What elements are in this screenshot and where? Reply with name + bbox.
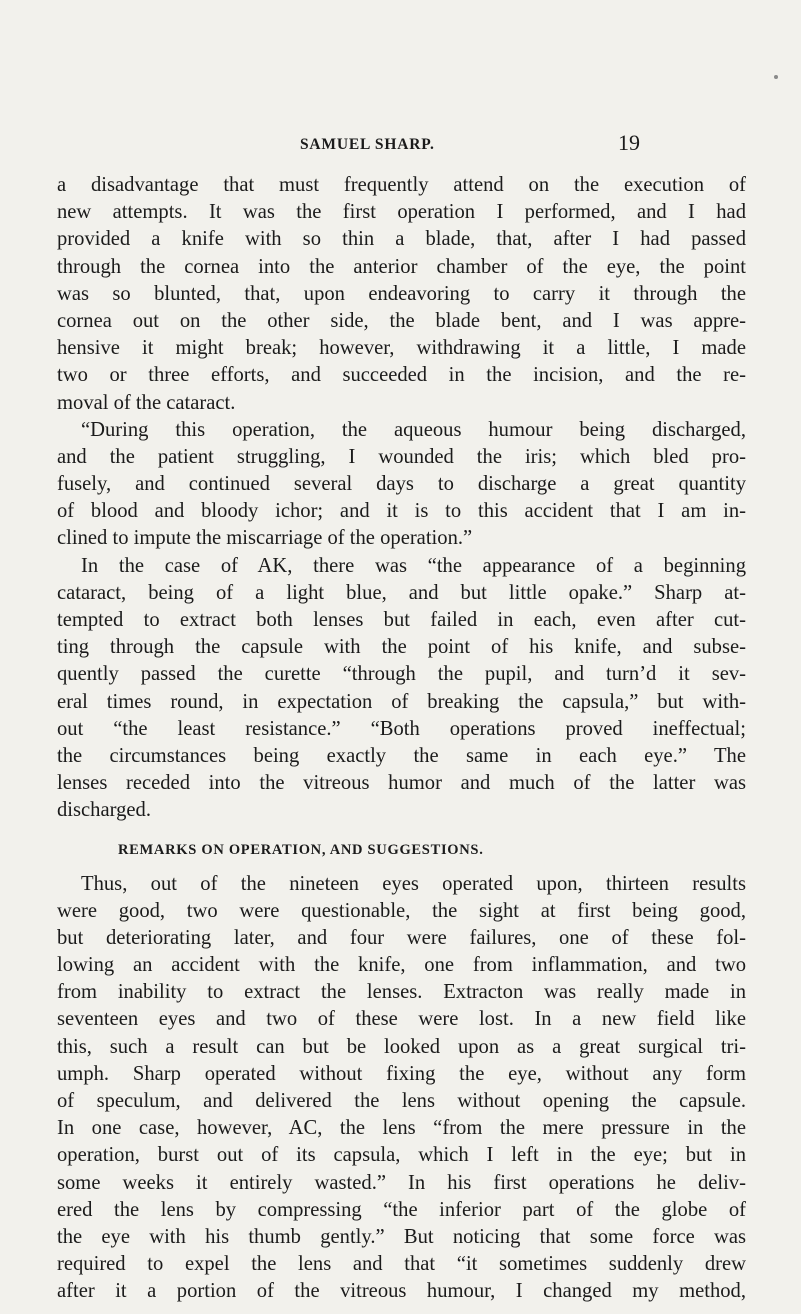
- text-line: ered the lens by compressing “the inferior part of the globe of: [57, 1198, 746, 1221]
- text-line: Thus, out of the nineteen eyes operated upon, thirteen results: [81, 872, 746, 895]
- text-line: and the patient struggling, I wounded the iris; which bled pro-: [57, 445, 746, 468]
- text-line: operation, burst out of its capsula, which I left in the eye; but in: [57, 1144, 746, 1167]
- text-line: from inability to extract the lenses. Extracton was really made in: [57, 981, 746, 1004]
- text-line: through the cornea into the anterior chamber of the eye, the point: [57, 255, 746, 278]
- text-line: the eye with his thumb gently.” But noticing that some force was: [57, 1225, 746, 1248]
- text-line: a disadvantage that must frequently attend on the execution of: [57, 174, 746, 196]
- paper-speck: [774, 75, 778, 79]
- text-line: lowing an accident with the knife, one from inflammation, and two: [57, 954, 746, 977]
- text-line: seventeen eyes and two of these were lost. In a new field like: [57, 1008, 746, 1031]
- text-line: discharged.: [57, 799, 151, 822]
- text-line: two or three efforts, and succeeded in the incision, and the re-: [57, 364, 746, 387]
- text-line: fusely, and continued several days to discharge a great quantity: [57, 473, 746, 496]
- text-line: “During this operation, the aqueous humour being discharged,: [81, 418, 746, 441]
- text-line: clined to impute the miscarriage of the operation.”: [57, 527, 473, 550]
- text-line: tempted to extract both lenses but failed in each, even after cut-: [57, 609, 746, 631]
- text-line: eral times round, in expectation of breaking the capsula,” but with-: [57, 690, 746, 713]
- paragraph-remarks: [57, 871, 746, 1306]
- text-line: the circumstances being exactly the same in each eye.” The: [57, 744, 746, 767]
- text-line: quently passed the curette “through the pupil, and turn’d it sev-: [57, 663, 746, 686]
- section-heading: REMARKS ON OPERATION, AND SUGGESTIONS.: [118, 841, 484, 858]
- paragraph-continuation: [57, 172, 746, 417]
- text-line: hensive it might break; however, withdrawing it a little, I made: [57, 337, 746, 360]
- text-line: umph. Sharp operated without fixing the eye, without any form: [57, 1062, 746, 1085]
- paragraph-case-ak: [57, 553, 746, 825]
- text-line: some weeks it entirely wasted.” In his first operations he deliv-: [57, 1171, 746, 1194]
- text-line: required to expel the lens and that “it sometimes suddenly drew: [57, 1253, 746, 1276]
- text-line: was so blunted, that, upon endeavoring to carry it through the: [57, 282, 746, 305]
- text-line: after it a portion of the vitreous humour, I changed my method,: [57, 1280, 746, 1303]
- text-line: this, such a result can but be looked upon as a great surgical tri-: [57, 1035, 746, 1058]
- text-line: moval of the cataract.: [57, 391, 236, 414]
- paragraph-quotation: [57, 417, 746, 553]
- running-title: SAMUEL SHARP.: [300, 136, 435, 153]
- text-line: out “the least resistance.” “Both operations proved ineffectual;: [57, 717, 746, 740]
- text-line: In one case, however, AC, the lens “from the mere pressure in the: [57, 1117, 746, 1140]
- text-line: of speculum, and delivered the lens without opening the capsule.: [57, 1090, 746, 1112]
- text-line: provided a knife with so thin a blade, that, after I had passed: [57, 228, 746, 251]
- text-line: cataract, being of a light blue, and but little opake.” Sharp at-: [57, 581, 746, 604]
- text-line: but deteriorating later, and four were failures, one of these fol-: [57, 926, 746, 949]
- text-line: were good, two were questionable, the sight at first being good,: [57, 899, 746, 922]
- text-line: ting through the capsule with the point of his knife, and subse-: [57, 636, 746, 659]
- text-line: of blood and bloody ichor; and it is to this accident that I am in-: [57, 500, 746, 523]
- text-line: In the case of AK, there was “the appearance of a beginning: [81, 554, 746, 577]
- text-line: cornea out on the other side, the blade bent, and I was appre-: [57, 309, 746, 332]
- page-number: 19: [618, 130, 640, 155]
- running-head: [0, 130, 801, 160]
- body-text: [57, 172, 746, 1306]
- text-line: lenses receded into the vitreous humor and much of the latter was: [57, 772, 746, 795]
- text-line: new attempts. It was the first operation I performed, and I had: [57, 201, 746, 224]
